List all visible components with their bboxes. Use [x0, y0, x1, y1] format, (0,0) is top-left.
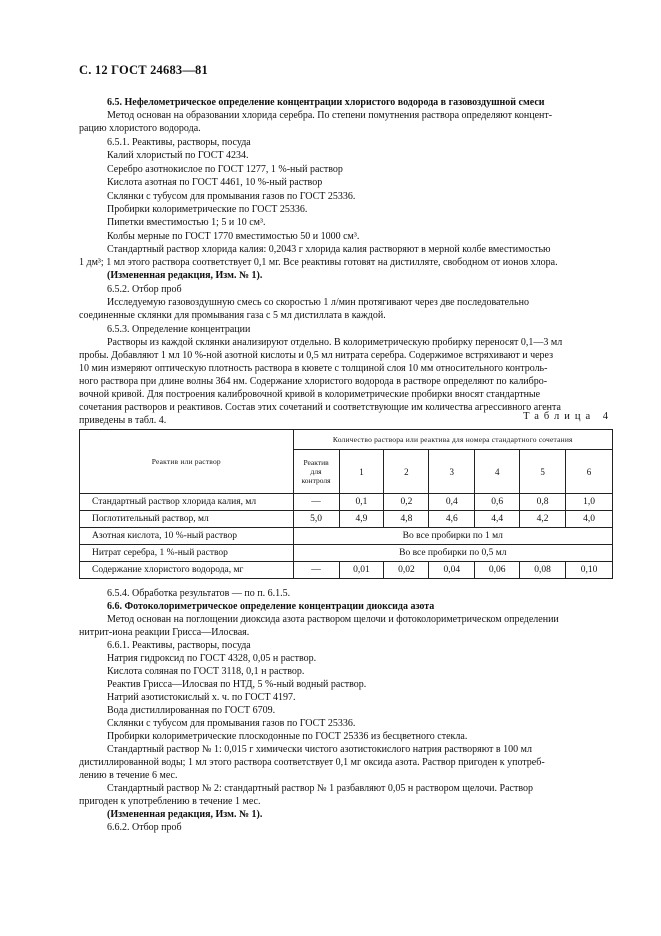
cell: 0,6 — [475, 494, 520, 511]
subsection-6-6-1: 6.6.1. Реактивы, растворы, посуда — [107, 640, 251, 651]
subsection-6-5-1: 6.5.1. Реактивы, растворы, посуда — [107, 137, 251, 148]
cell: 1,0 — [566, 494, 613, 511]
list-item: Натрия гидроксид по ГОСТ 4328, 0,05 н раствор. — [107, 653, 317, 664]
row-name: Содержание хлористого водорода, мг — [80, 562, 294, 579]
cell: 4,0 — [566, 511, 613, 528]
section-6-5-title: 6.5. Нефелометрическое определение концентрации хлористого водорода в газовоздушной смеси — [107, 97, 545, 108]
list-item: Пипетки вместимостью 1; 5 и 10 см³. — [107, 217, 266, 228]
header-num: 3 — [429, 450, 475, 494]
table-row — [80, 528, 613, 545]
cell: 0,4 — [429, 494, 475, 511]
list-item: Кислота азотная по ГОСТ 4461, 10 %-ный раствор — [107, 177, 323, 188]
header-num: 2 — [384, 450, 429, 494]
list-item: Пробирки колориметрические плоскодонные по ГОСТ 25336 из бесцветного стекла. — [107, 731, 468, 742]
cell: 0,02 — [384, 562, 429, 579]
header-control-line: для — [310, 467, 322, 476]
header-group: Количество раствора или реактива для номера стандартного сочетания — [293, 430, 612, 450]
paragraph-line: Стандартный раствор № 1: 0,015 г химически чистого азотистокислого натрия растворяют в 100 мл — [107, 744, 532, 755]
row-name: Стандартный раствор хлорида калия, мл — [80, 494, 294, 511]
table-row — [80, 562, 613, 579]
cell: 4,6 — [429, 511, 475, 528]
cell: 5,0 — [293, 511, 339, 528]
paragraph-line: Исследуемую газовоздушную смесь со скоростью 1 л/мин протягивают через две последовательно — [107, 297, 529, 308]
section-6-6-title: 6.6. Фотоколориметрическое определение концентрации диоксида азота — [107, 601, 435, 612]
paragraph-line: рацию хлористого водорода. — [79, 123, 201, 134]
subsection-6-5-2: 6.5.2. Отбор проб — [107, 284, 182, 295]
cell: 0,10 — [566, 562, 613, 579]
list-item: Пробирки колориметрические по ГОСТ 25336. — [107, 204, 308, 215]
cell: 0,8 — [520, 494, 566, 511]
revision-note: (Измененная редакция, Изм. № 1). — [107, 270, 263, 281]
paragraph-line: Метод основан на образовании хлорида серебра. По степени помутнения раствора определяют концент- — [107, 110, 553, 121]
paragraph-line: 1 дм³; 1 мл этого раствора соответствует 0,1 мг. Все реактивы готовят на дистилляте, свободном от ионов хлора. — [79, 257, 558, 268]
list-item: Реактив Грисса—Илосвая по НТД, 5 %-ный водный раствор. — [107, 679, 367, 690]
paragraph-line: Стандартный раствор хлорида калия: 0,2043 г хлорида калия растворяют в мерной колбе вместимостью — [107, 244, 551, 255]
paragraph-line: дистиллированной воды; 1 мл этого раствора соответствует 0,1 мг оксида азота. Раствор пригоден к употреб- — [79, 757, 545, 768]
paragraph-line: ного раствора при длине волны 364 нм. Содержание хлористого водорода в растворе определяют по калибро- — [79, 376, 548, 387]
subsection-6-5-4: 6.5.4. Обработка результатов — по п. 6.1.5. — [107, 588, 291, 599]
cell: 4,8 — [384, 511, 429, 528]
table-4 — [79, 429, 613, 579]
header-num: 4 — [475, 450, 520, 494]
subsection-6-6-2: 6.6.2. Отбор проб — [107, 822, 182, 833]
header-num: 1 — [339, 450, 384, 494]
header-control-line: контроля — [301, 476, 331, 485]
row-name: Нитрат серебра, 1 %-ный раствор — [80, 545, 294, 562]
header-control — [293, 450, 339, 494]
cell: — — [293, 562, 339, 579]
paragraph-line: Стандартный раствор № 2: стандартный раствор № 1 разбавляют 0,05 н раствором щелочи. Раствор — [107, 783, 533, 794]
paragraph-line: 10 мин измеряют оптическую плотность раствора в кювете с толщиной слоя 10 мм относительного контроль- — [79, 363, 548, 374]
paragraph-line: сочетания растворов и реактивов. Состав этих сочетаний и соответствующие им количества агрессивного агента — [79, 402, 561, 413]
span-cell: Во все пробирки по 0,5 мл — [293, 545, 612, 562]
cell: 4,9 — [339, 511, 384, 528]
cell: — — [293, 494, 339, 511]
row-name: Поглотительный раствор, мл — [80, 511, 294, 528]
paragraph-line: приведены в табл. 4. — [79, 415, 167, 426]
header-control-line: Реактив — [303, 458, 329, 467]
paragraph-line: Метод основан на поглощении диоксида азота раствором щелочи и фотоколориметрическом определении — [107, 614, 559, 625]
table-row — [80, 545, 613, 562]
header-reagent: Реактив или раствор — [80, 430, 294, 494]
list-item: Вода дистиллированная по ГОСТ 6709. — [107, 705, 276, 716]
paragraph-line: вочной кривой. Для построения калибровочной кривой в колориметрические пробирки вносят стандартные — [79, 389, 541, 400]
table-caption: Таблица 4 — [523, 411, 613, 422]
table-row — [80, 511, 613, 528]
cell: 4,2 — [520, 511, 566, 528]
row-name: Азотная кислота, 10 %-ный раствор — [80, 528, 294, 545]
paragraph-line: лению в течение 6 мес. — [79, 770, 178, 781]
cell: 0,08 — [520, 562, 566, 579]
cell: 4,4 — [475, 511, 520, 528]
page-header: С. 12 ГОСТ 24683—81 — [79, 63, 208, 77]
paragraph-line: пригоден к употреблению в течение 1 мес. — [79, 796, 261, 807]
list-item: Кислота соляная по ГОСТ 3118, 0,1 н раствор. — [107, 666, 305, 677]
cell: 0,2 — [384, 494, 429, 511]
table-row — [80, 494, 613, 511]
paragraph-line: нитрит-иона реакции Грисса—Илосвая. — [79, 627, 250, 638]
list-item: Склянки с тубусом для промывания газов по ГОСТ 25336. — [107, 718, 356, 729]
revision-note: (Измененная редакция, Изм. № 1). — [107, 809, 263, 820]
list-item: Склянки с тубусом для промывания газов по ГОСТ 25336. — [107, 191, 356, 202]
list-item: Колбы мерные по ГОСТ 1770 вместимостью 50 и 1000 см³. — [107, 231, 360, 242]
cell: 0,1 — [339, 494, 384, 511]
subsection-6-5-3: 6.5.3. Определение концентрации — [107, 324, 251, 335]
list-item: Натрий азотистокислый х. ч. по ГОСТ 4197. — [107, 692, 296, 703]
paragraph-line: соединенные склянки для промывания газа с 5 мл дистиллата в каждой. — [79, 310, 386, 321]
list-item: Серебро азотнокислое по ГОСТ 1277, 1 %-ный раствор — [107, 164, 343, 175]
paragraph-line: Растворы из каждой склянки анализируют отдельно. В колориметрическую пробирку переносят 0,1—3 мл — [107, 337, 563, 348]
cell: 0,04 — [429, 562, 475, 579]
cell: 0,06 — [475, 562, 520, 579]
header-num: 5 — [520, 450, 566, 494]
cell: 0,01 — [339, 562, 384, 579]
header-num: 6 — [566, 450, 613, 494]
list-item: Калий хлористый по ГОСТ 4234. — [107, 150, 249, 161]
span-cell: Во все пробирки по 1 мл — [293, 528, 612, 545]
paragraph-line: пробы. Добавляют 1 мл 10 %-ной азотной кислоты и 0,5 мл нитрата серебра. Содержимое встряхивают и через — [79, 350, 554, 361]
